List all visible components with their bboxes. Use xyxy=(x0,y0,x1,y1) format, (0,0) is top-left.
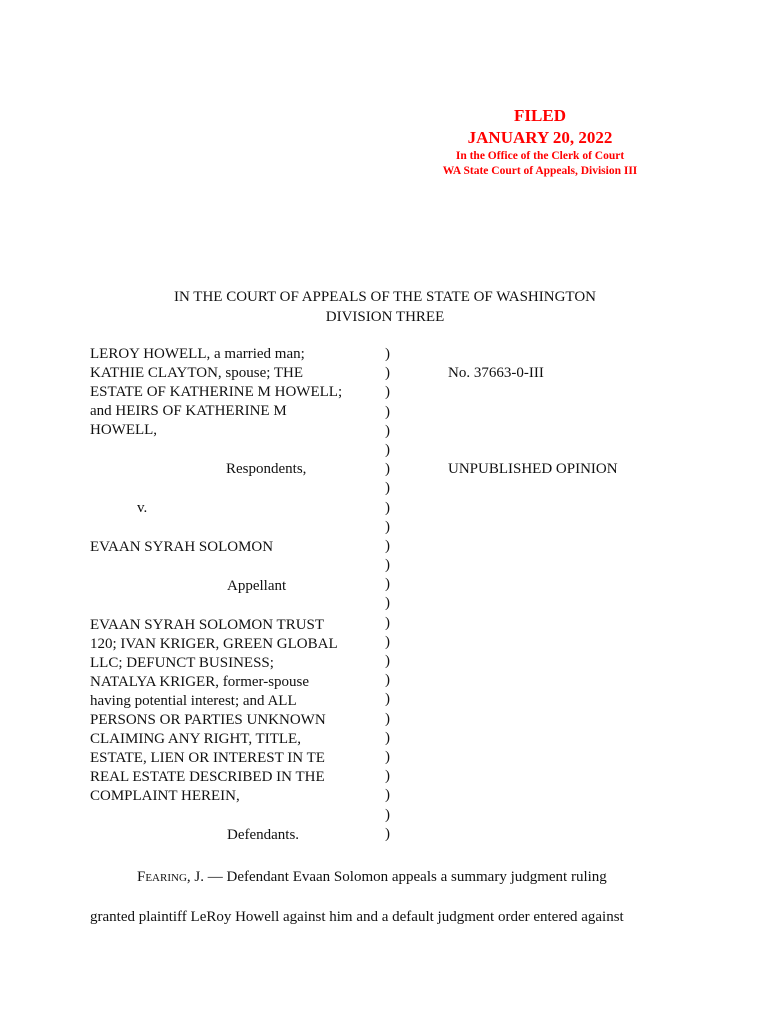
caption-parenthesis: ) xyxy=(385,346,390,362)
caption-parenthesis: ) xyxy=(385,768,390,785)
appellant-name: EVAAN SYRAH SOLOMON xyxy=(90,539,274,555)
caption-parenthesis: ) xyxy=(385,787,390,804)
opinion-paragraph-line xyxy=(90,867,680,887)
caption-line: ESTATE OF KATHERINE M HOWELL; xyxy=(90,384,343,400)
caption-line: KATHIE CLAYTON, spouse; THE xyxy=(90,365,304,381)
caption-parenthesis: ) xyxy=(385,825,390,842)
filing-stamp xyxy=(380,105,700,179)
caption-line: and HEIRS OF KATHERINE M xyxy=(90,403,287,419)
caption-parenthesis: ) xyxy=(385,518,390,535)
caption-parenthesis: ) xyxy=(385,441,390,458)
appellant-label: Appellant xyxy=(227,578,287,594)
caption-line: HOWELL, xyxy=(90,422,158,438)
caption-parenthesis: ) xyxy=(385,729,390,746)
caption-parenthesis: ) xyxy=(385,672,390,689)
case-number: No. 37663-0-III xyxy=(448,365,544,381)
caption-line: LEROY HOWELL, a married man; xyxy=(90,346,305,362)
opinion-text: — Defendant Evaan Solomon appeals a summary judgment ruling xyxy=(203,869,607,885)
court-name: IN THE COURT OF APPEALS OF THE STATE OF WASHINGTON xyxy=(174,289,596,305)
defendants-label: Defendants. xyxy=(227,827,300,843)
caption-parenthesis: ) xyxy=(385,537,390,554)
caption-line: REAL ESTATE DESCRIBED IN THE xyxy=(90,769,325,785)
opinion-paragraph-line: granted plaintiff LeRoy Howell against him and a default judgment order entered against xyxy=(90,909,624,925)
caption-line: having potential interest; and ALL xyxy=(90,693,297,709)
caption-line: CLAIMING ANY RIGHT, TITLE, xyxy=(90,731,301,747)
court-division: DIVISION THREE xyxy=(325,309,445,325)
caption-line: COMPLAINT HEREIN, xyxy=(90,788,240,804)
caption-parenthesis-column xyxy=(385,345,397,844)
case-caption xyxy=(90,345,680,850)
versus: v. xyxy=(137,500,148,516)
opinion-type: UNPUBLISHED OPINION xyxy=(448,461,618,477)
opinion-author: Fearing, J. xyxy=(137,869,204,885)
stamp-date: JANUARY 20, 2022 xyxy=(467,128,613,147)
caption-line: LLC; DEFUNCT BUSINESS; xyxy=(90,655,274,671)
caption-line: ESTATE, LIEN OR INTEREST IN TE xyxy=(90,750,325,766)
caption-parenthesis: ) xyxy=(385,633,390,650)
stamp-court: WA State Court of Appeals, Division III xyxy=(442,165,638,177)
respondents-label: Respondents, xyxy=(226,461,307,477)
caption-line: EVAAN SYRAH SOLOMON TRUST xyxy=(90,617,325,633)
caption-line: NATALYA KRIGER, former-spouse xyxy=(90,674,310,690)
caption-line: 120; IVAN KRIGER, GREEN GLOBAL xyxy=(90,636,338,652)
caption-parenthesis: ) xyxy=(385,710,390,727)
caption-parenthesis: ) xyxy=(385,653,390,669)
stamp-filed: FILED xyxy=(514,106,566,125)
caption-parenthesis: ) xyxy=(385,614,390,631)
caption-parenthesis: ) xyxy=(385,748,390,765)
caption-parenthesis: ) xyxy=(385,422,390,439)
caption-parenthesis: ) xyxy=(385,365,390,382)
caption-parenthesis: ) xyxy=(385,691,390,708)
caption-parenthesis: ) xyxy=(385,461,390,478)
caption-parenthesis: ) xyxy=(385,403,390,420)
caption-parenthesis: ) xyxy=(385,480,390,497)
stamp-office: In the Office of the Clerk of Court xyxy=(455,150,625,162)
caption-line: PERSONS OR PARTIES UNKNOWN xyxy=(90,712,326,728)
caption-parenthesis: ) xyxy=(385,576,390,593)
caption-parenthesis: ) xyxy=(385,557,390,574)
caption-parenthesis: ) xyxy=(385,499,390,516)
caption-parenthesis: ) xyxy=(385,595,390,612)
caption-parenthesis: ) xyxy=(385,384,390,401)
caption-parenthesis: ) xyxy=(385,806,390,823)
court-heading xyxy=(90,287,680,327)
